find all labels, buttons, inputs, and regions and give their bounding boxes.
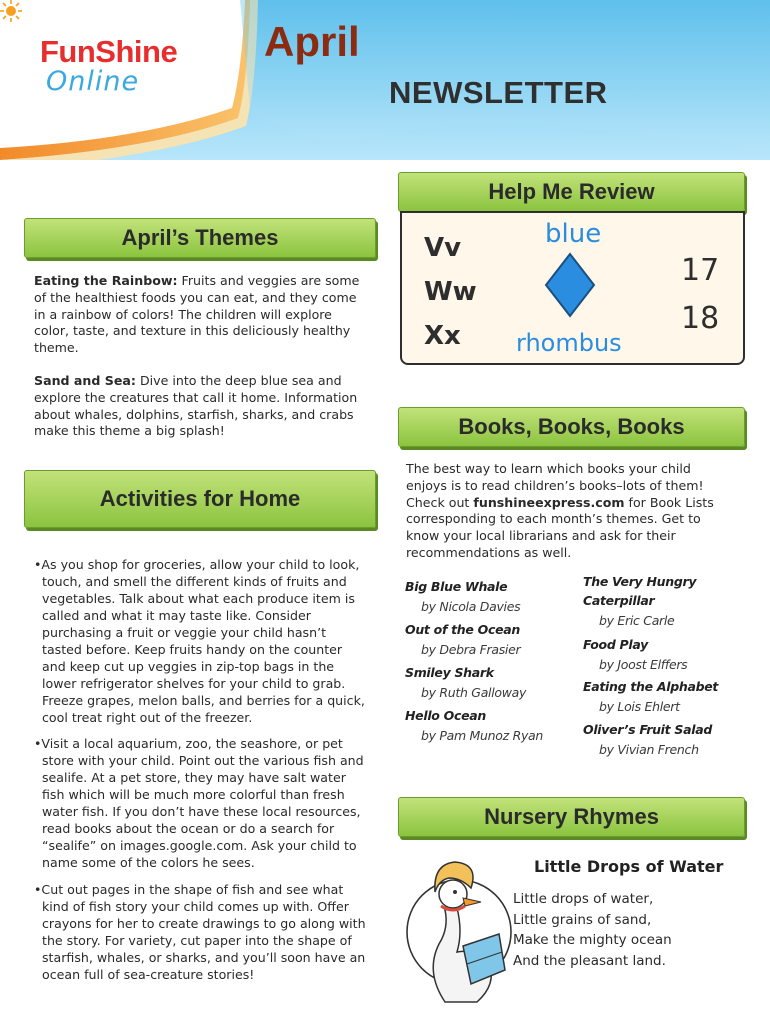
books-intro-text: for Book Lists corresponding to each month’s themes. Get to know your local librarians and ask for their recommendations as well. [406, 494, 714, 560]
books-website-link[interactable]: funshineexpress.com [473, 494, 625, 510]
newsletter-month: April [264, 18, 360, 65]
logo-funshine: FunShine [40, 34, 178, 69]
books-intro-text: The best way to learn which books your child enjoys is to read children’s books–lots of them! Check out [406, 461, 704, 510]
review-color: blue [545, 219, 602, 249]
rhyme-line: Little grains of sand, [513, 911, 652, 928]
review-letter: Vv [424, 233, 462, 263]
review-shape: rhombus [516, 329, 622, 357]
book-item [405, 622, 520, 657]
book-author: by Nicola Davies [421, 599, 521, 614]
logo-online: Online [46, 66, 140, 97]
book-title: Smiley Shark [405, 665, 494, 680]
review-heading: Help Me Review [488, 179, 655, 204]
book-title: Big Blue Whale [405, 579, 508, 594]
review-letters [424, 226, 494, 358]
book-item [583, 722, 712, 757]
newsletter-header [0, 0, 770, 160]
book-author: by Joost Elffers [599, 657, 688, 672]
theme-name: Sand and Sea: [34, 373, 136, 388]
book-author: by Eric Carle [599, 613, 675, 628]
sun-icon [0, 0, 22, 22]
book-title: Hello Ocean [405, 708, 486, 723]
review-numbers [681, 247, 719, 343]
review-banner [398, 172, 745, 212]
book-author: by Debra Frasier [421, 642, 521, 657]
mother-goose-illustration [405, 852, 513, 1012]
book-title: Eating the Alphabet [583, 679, 719, 694]
review-letter: Xx [424, 321, 461, 351]
book-title: Food Play [583, 637, 648, 652]
book-item [583, 637, 687, 672]
rhyme-line: And the pleasant land. [513, 952, 666, 969]
activity-bullet: •Visit a local aquarium, zoo, the seashore, or pet store with your child. Point out the various fish and sealife. At a pet store, they may have salt water fish which will be much more colorful than fresh water fish. If you don’t have these local resources, read books about the ocean or do a search for “sealife” on images.google.com. Ask your child to name some of the colors he sees. [34, 736, 364, 870]
book-title: Oliver’s Fruit Salad [583, 722, 712, 737]
rhyme-line: Little drops of water, [513, 891, 654, 907]
theme-name: Eating the Rainbow: [34, 273, 178, 288]
book-author: by Pam Munoz Ryan [421, 728, 544, 743]
book-title: Caterpillar [583, 593, 655, 608]
book-author: by Lois Ehlert [599, 699, 680, 714]
review-letter: Ww [424, 277, 477, 307]
book-title: The Very Hungry [583, 574, 697, 589]
books-heading: Books, Books, Books [458, 414, 685, 439]
book-item [583, 574, 696, 628]
book-item [405, 708, 543, 743]
book-item [405, 579, 520, 614]
newsletter-title: NEWSLETTER [389, 75, 608, 110]
activities-heading: Activities for Home [99, 486, 301, 511]
rhyme-line: Make the mighty ocean [513, 932, 672, 948]
books-intro [406, 461, 724, 562]
theme-sand-and-sea [34, 373, 364, 440]
review-number: 17 [681, 253, 720, 288]
themes-heading: April’s Themes [121, 225, 279, 250]
theme-description: Fruits and veggies are some of the healthiest foods you can eat, and they come in a rainbow of colors! The children will explore color, taste, and texture in this deliciously healthy theme. [34, 273, 360, 356]
themes-banner [24, 218, 376, 258]
book-author: by Vivian French [599, 742, 699, 757]
rhyme-title: Little Drops of Water [534, 857, 724, 876]
review-number: 18 [681, 301, 720, 336]
book-item [583, 679, 718, 714]
theme-eating-rainbow [34, 273, 364, 357]
book-title: Out of the Ocean [405, 622, 520, 637]
rhymes-banner [398, 797, 745, 837]
books-banner [398, 407, 745, 447]
book-author: by Ruth Galloway [421, 685, 527, 700]
book-item [405, 665, 526, 700]
activity-bullet: •As you shop for groceries, allow your child to look, touch, and smell the different kinds of fruits and vegetables. Talk about what each produce item is called and what it may taste like. Consider purchasing a fruit or veggie your child hasn’t tasted before. Keep fruits handy on the counter and keep cut up veggies in zip-top bags in the lower refrigerator shelves for your child to grab. Freeze grapes, melon balls, and berries for a quick, cool treat right out of the freezer. [34, 557, 365, 725]
activity-bullet: •Cut out pages in the shape of fish and see what kind of fish story your child comes up with. Offer crayons for her to create drawings to go along with the story. For variety, cut paper into the shape of starfish, whales, or sharks, and you’ll soon have an ocean full of sea-creature stories! [34, 882, 366, 982]
rhyme-verse [513, 889, 672, 971]
rhymes-heading: Nursery Rhymes [484, 804, 659, 829]
rhombus-shape-icon [544, 252, 596, 318]
theme-description: Dive into the deep blue sea and explore the creatures that call it home. Information about whales, dolphins, starfish, sharks, and crabs make this theme a big splash! [34, 373, 358, 439]
activities-banner [24, 470, 376, 528]
